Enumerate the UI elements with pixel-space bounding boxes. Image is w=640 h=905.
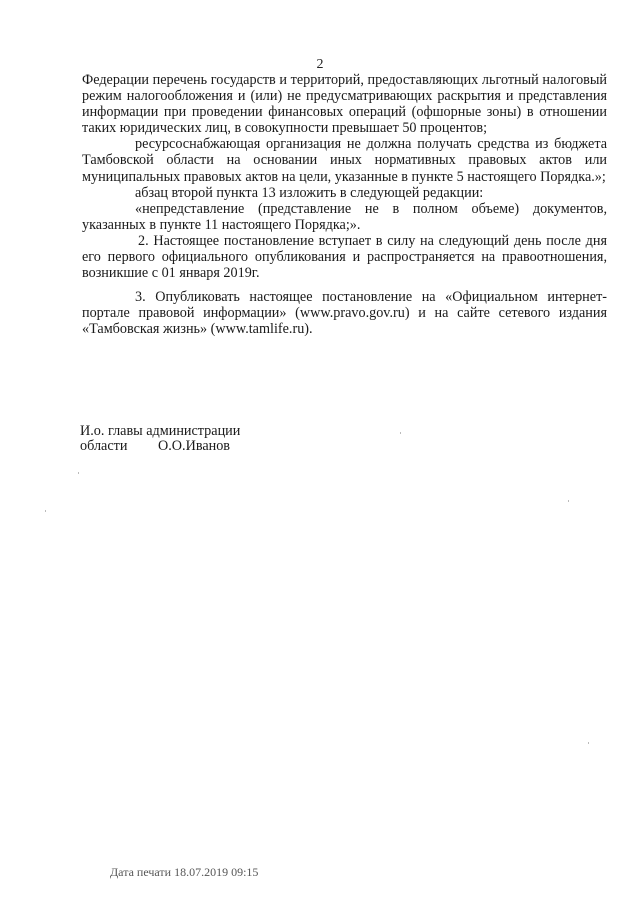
paragraph-non-submission: «непредставление (представление не в полном объеме) документов, указанных в пункте 11 настоящего Порядка;». (82, 200, 607, 233)
scan-artifact (78, 472, 79, 474)
paragraph-budget-restriction: ресурсоснабжающая организация не должна получать средства из бюджета Тамбовской области на основании иных нормативных правовых актов или муниципальных правовых актов на цели, указанные в пункте 5 настоящего Порядка.»; (82, 136, 607, 185)
paragraph-publication: 3. Опубликовать настоящее постановление на «Официальном интернет-портале правовой информации» (www.pravo.gov.ru) и на сайте сетевого издания «Тамбовская жизнь» (www.tamlife.ru). (82, 289, 607, 338)
signatory-name: О.О.Иванов (157, 438, 231, 454)
signatory-role: И.о. главы администрации (80, 423, 241, 439)
print-date: Дата печати 18.07.2019 09:15 (110, 865, 259, 879)
scan-artifact (568, 500, 569, 502)
paragraph-amendment-point-13: абзац второй пункта 13 изложить в следующей редакции: (135, 184, 484, 201)
paragraph-offshore-criteria: Федерации перечень государств и территорий, предоставляющих льготный налоговый режим налогообложения и (или) не предусматривающих раскрытия и представления информации при проведении финансовых операций (офшорные зоны) в отношении таких юридических лиц, в совокупности превышает 50 процентов; (82, 72, 607, 137)
document-body (82, 72, 607, 338)
paragraph-effective-date: 2. Настоящее постановление вступает в силу на следующий день после дня его первого официального опубликования и распространяется на правоотношения, возникшие с 01 января 2019г. (82, 232, 607, 282)
page-number: 2 (316, 57, 324, 72)
scan-artifact (45, 510, 46, 512)
signature-block (80, 424, 240, 454)
signatory-region: области (80, 438, 128, 454)
scan-artifact (400, 432, 401, 434)
signatory-row (80, 439, 240, 454)
scan-artifact (588, 742, 589, 744)
